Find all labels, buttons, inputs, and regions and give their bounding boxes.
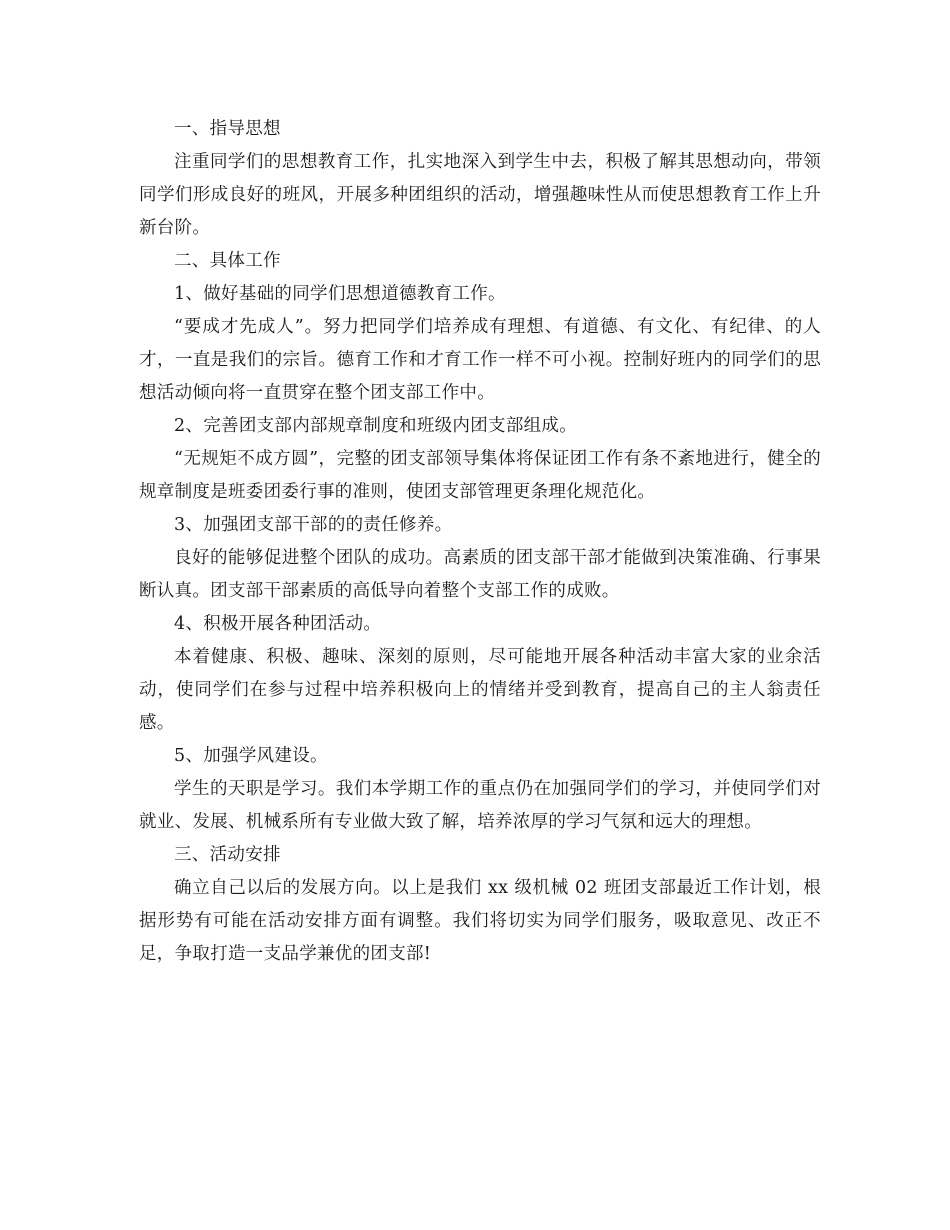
subheading-1: 1、做好基础的同学们思想道德教育工作。 [174,284,506,304]
paragraph-3: 良好的能够促进整个团队的成功。高素质的团支部干部才能做到决策准确、行事果断认真。团支部干部素质的高低导向着整个支部工作的成败。 [139,548,821,601]
section-heading-activity-arrangement: 三、活动安排 [174,845,281,865]
paragraph-guiding-ideology: 注重同学们的思想教育工作，扎实地深入到学生中去，积极了解其思想动向，带领同学们形成良好的班风，开展多种团组织的活动，增强趣味性从而使思想教育工作上升新台阶。 [139,152,821,238]
paragraph-1: “要成才先成人”。努力把同学们培养成有理想、有道德、有文化、有纪律、的人才，一直是我们的宗旨。德育工作和才育工作一样不可小视。控制好班内的同学们的思想活动倾向将一直贯穿在整个团支部工作中。 [139,317,821,403]
paragraph-4: 本着健康、积极、趣味、深刻的原则，尽可能地开展各种活动丰富大家的业余活动，使同学们在参与过程中培养积极向上的情绪并受到教育，提高自己的主人翁责任感。 [139,647,821,733]
paragraph-5: 学生的天职是学习。我们本学期工作的重点仍在加强同学们的学习，并使同学们对就业、发展、机械系所有专业做大致了解，培养浓厚的学习气氛和远大的理想。 [139,779,821,832]
subheading-2: 2、完善团支部内部规章制度和班级内团支部组成。 [174,416,578,436]
subheading-4: 4、积极开展各种团活动。 [174,614,382,634]
paragraph-activity-arrangement: 确立自己以后的发展方向。以上是我们 xx 级机械 02 班团支部最近工作计划，根据形势有可能在活动安排方面有调整。我们将切实为同学们服务，吸取意见、改正不足，争取打造一支品学兼优的团支部! [139,878,821,964]
section-heading-specific-work: 二、具体工作 [174,251,281,271]
paragraph-2: “无规矩不成方圆”，完整的团支部领导集体将保证团工作有条不紊地进行，健全的规章制度是班委团委行事的准则，使团支部管理更条理化规范化。 [139,449,821,502]
document-page [139,113,821,971]
subheading-3: 3、加强团支部干部的的责任修养。 [174,515,453,535]
subheading-5: 5、加强学风建设。 [174,746,328,766]
section-heading-guiding-ideology: 一、指导思想 [174,119,281,139]
